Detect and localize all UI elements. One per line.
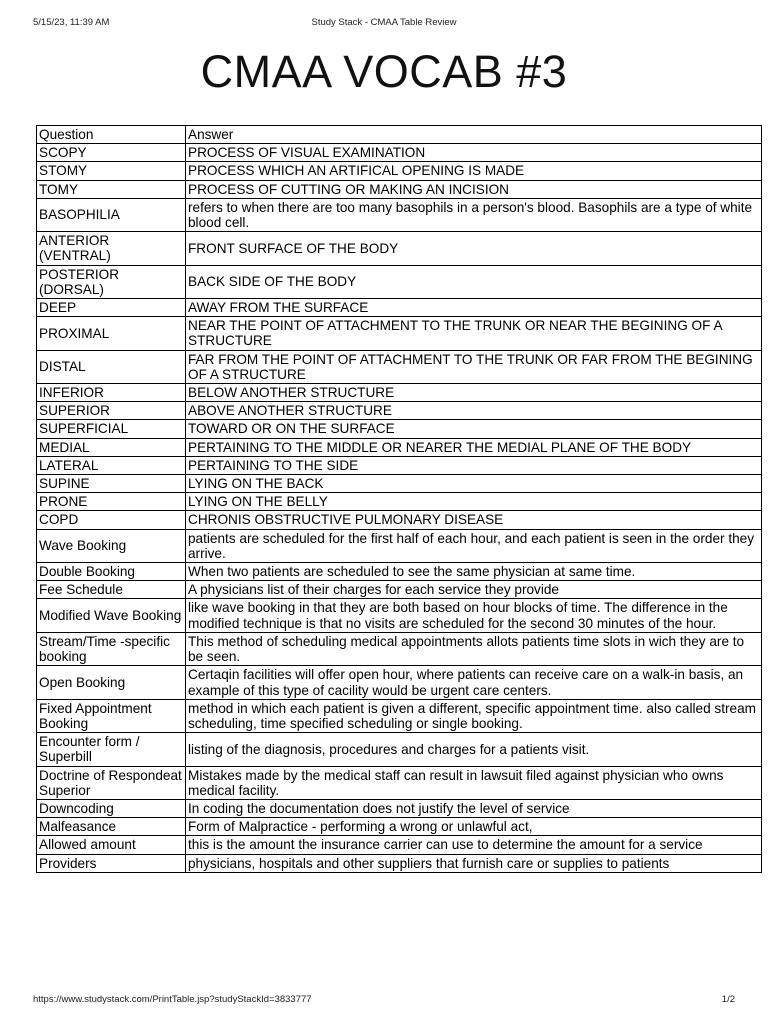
table-row [37,420,762,438]
definition-cell: PERTAINING TO THE SIDE [186,456,762,474]
table-row [37,198,762,231]
table-row [37,766,762,799]
table-row [37,475,762,493]
term-cell: SCOPY [37,144,186,162]
term-cell: PROXIMAL [37,317,186,350]
definition-cell: FRONT SURFACE OF THE BODY [186,232,762,265]
table-row [37,402,762,420]
term-cell: DISTAL [37,350,186,383]
print-footer [33,994,735,1008]
term-cell: Fixed Appointment Booking [37,699,186,732]
table-row [37,384,762,402]
term-cell: Stream/Time -specific booking [37,632,186,665]
definition-cell: PERTAINING TO THE MIDDLE OR NEARER THE MEDIAL PLANE OF THE BODY [186,438,762,456]
term-cell: INFERIOR [37,384,186,402]
table-row [37,836,762,854]
table-row [37,799,762,817]
term-cell: Fee Schedule [37,581,186,599]
page-title: CMAA VOCAB #3 [200,46,568,97]
definition-cell: Form of Malpractice - performing a wrong or unlawful act, [186,818,762,836]
definition-cell: PROCESS WHICH AN ARTIFICAL OPENING IS MADE [186,162,762,180]
column-header-question: Question [37,126,186,144]
table-row [37,265,762,298]
table-row [37,529,762,562]
definition-cell: A physicians list of their charges for each service they provide [186,581,762,599]
definition-cell: method in which each patient is given a different, specific appointment time. also called stream scheduling, time specified scheduling or single booking. [186,699,762,732]
term-cell: Modified Wave Booking [37,599,186,632]
vocab-table [36,125,762,873]
definition-cell: patients are scheduled for the first half of each hour, and each patient is seen in the order they arrive. [186,529,762,562]
definition-cell: Mistakes made by the medical staff can result in lawsuit filed against physician who owns medical facility. [186,766,762,799]
definition-cell: ABOVE ANOTHER STRUCTURE [186,402,762,420]
term-cell: ANTERIOR (VENTRAL) [37,232,186,265]
definition-cell: refers to when there are too many basophils in a person's blood. Basophils are a type of white blood cell. [186,198,762,231]
term-cell: Double Booking [37,563,186,581]
term-cell: Wave Booking [37,529,186,562]
table-row [37,511,762,529]
term-cell: Allowed amount [37,836,186,854]
term-cell: POSTERIOR (DORSAL) [37,265,186,298]
table-row [37,144,762,162]
definition-cell: PROCESS OF VISUAL EXAMINATION [186,144,762,162]
table-row [37,666,762,699]
definition-cell: CHRONIS OBSTRUCTIVE PULMONARY DISEASE [186,511,762,529]
table-row [37,232,762,265]
term-cell: MEDIAL [37,438,186,456]
term-cell: COPD [37,511,186,529]
vocab-table-body [37,126,762,873]
print-header [33,17,735,31]
table-row [37,438,762,456]
table-row [37,581,762,599]
definition-cell: PROCESS OF CUTTING OR MAKING AN INCISION [186,180,762,198]
table-row [37,299,762,317]
definition-cell: NEAR THE POINT OF ATTACHMENT TO THE TRUNK OR NEAR THE BEGINING OF A STRUCTURE [186,317,762,350]
table-row [37,350,762,383]
table-row [37,162,762,180]
term-cell: LATERAL [37,456,186,474]
definition-cell: listing of the diagnosis, procedures and charges for a patients visit. [186,733,762,766]
definition-cell: Certaqin facilities will offer open hour, where patients can receive care on a walk-in basis, an example of this type of cacility would be urgent care centers. [186,666,762,699]
print-datetime: 5/15/23, 11:39 AM [33,17,110,28]
table-row [37,317,762,350]
term-cell: Open Booking [37,666,186,699]
term-cell: Providers [37,854,186,872]
definition-cell: AWAY FROM THE SURFACE [186,299,762,317]
term-cell: BASOPHILIA [37,198,186,231]
term-cell: Malfeasance [37,818,186,836]
definition-cell: BACK SIDE OF THE BODY [186,265,762,298]
table-row [37,180,762,198]
table-row [37,699,762,732]
term-cell: SUPINE [37,475,186,493]
term-cell: Downcoding [37,799,186,817]
table-header-row [37,126,762,144]
table-row [37,733,762,766]
definition-cell: LYING ON THE BACK [186,475,762,493]
definition-cell: physicians, hospitals and other suppliers that furnish care or supplies to patients [186,854,762,872]
table-row [37,818,762,836]
definition-cell: LYING ON THE BELLY [186,493,762,511]
definition-cell: In coding the documentation does not justify the level of service [186,799,762,817]
term-cell: SUPERFICIAL [37,420,186,438]
definition-cell: BELOW ANOTHER STRUCTURE [186,384,762,402]
definition-cell: When two patients are scheduled to see the same physician at same time. [186,563,762,581]
definition-cell: FAR FROM THE POINT OF ATTACHMENT TO THE TRUNK OR FAR FROM THE BEGINING OF A STRUCTURE [186,350,762,383]
term-cell: SUPERIOR [37,402,186,420]
table-row [37,563,762,581]
definition-cell: This method of scheduling medical appointments allots patients time slots in wich they are to be seen. [186,632,762,665]
term-cell: DEEP [37,299,186,317]
print-url: https://www.studystack.com/PrintTable.jsp?studyStackId=3833777 [33,994,312,1005]
definition-cell: this is the amount the insurance carrier can use to determine the amount for a service [186,836,762,854]
table-row [37,854,762,872]
term-cell: Doctrine of Respondeat Superior [37,766,186,799]
term-cell: STOMY [37,162,186,180]
print-doc-title: Study Stack - CMAA Table Review [311,17,457,28]
term-cell: TOMY [37,180,186,198]
table-row [37,599,762,632]
table-row [37,493,762,511]
column-header-answer: Answer [186,126,762,144]
definition-cell: TOWARD OR ON THE SURFACE [186,420,762,438]
term-cell: Encounter form / Superbill [37,733,186,766]
table-row [37,632,762,665]
definition-cell: like wave booking in that they are both based on hour blocks of time. The difference in the modified technique is that no visits are scheduled for the second 30 minutes of the hour. [186,599,762,632]
table-row [37,456,762,474]
term-cell: PRONE [37,493,186,511]
page-number: 1/2 [721,994,735,1005]
